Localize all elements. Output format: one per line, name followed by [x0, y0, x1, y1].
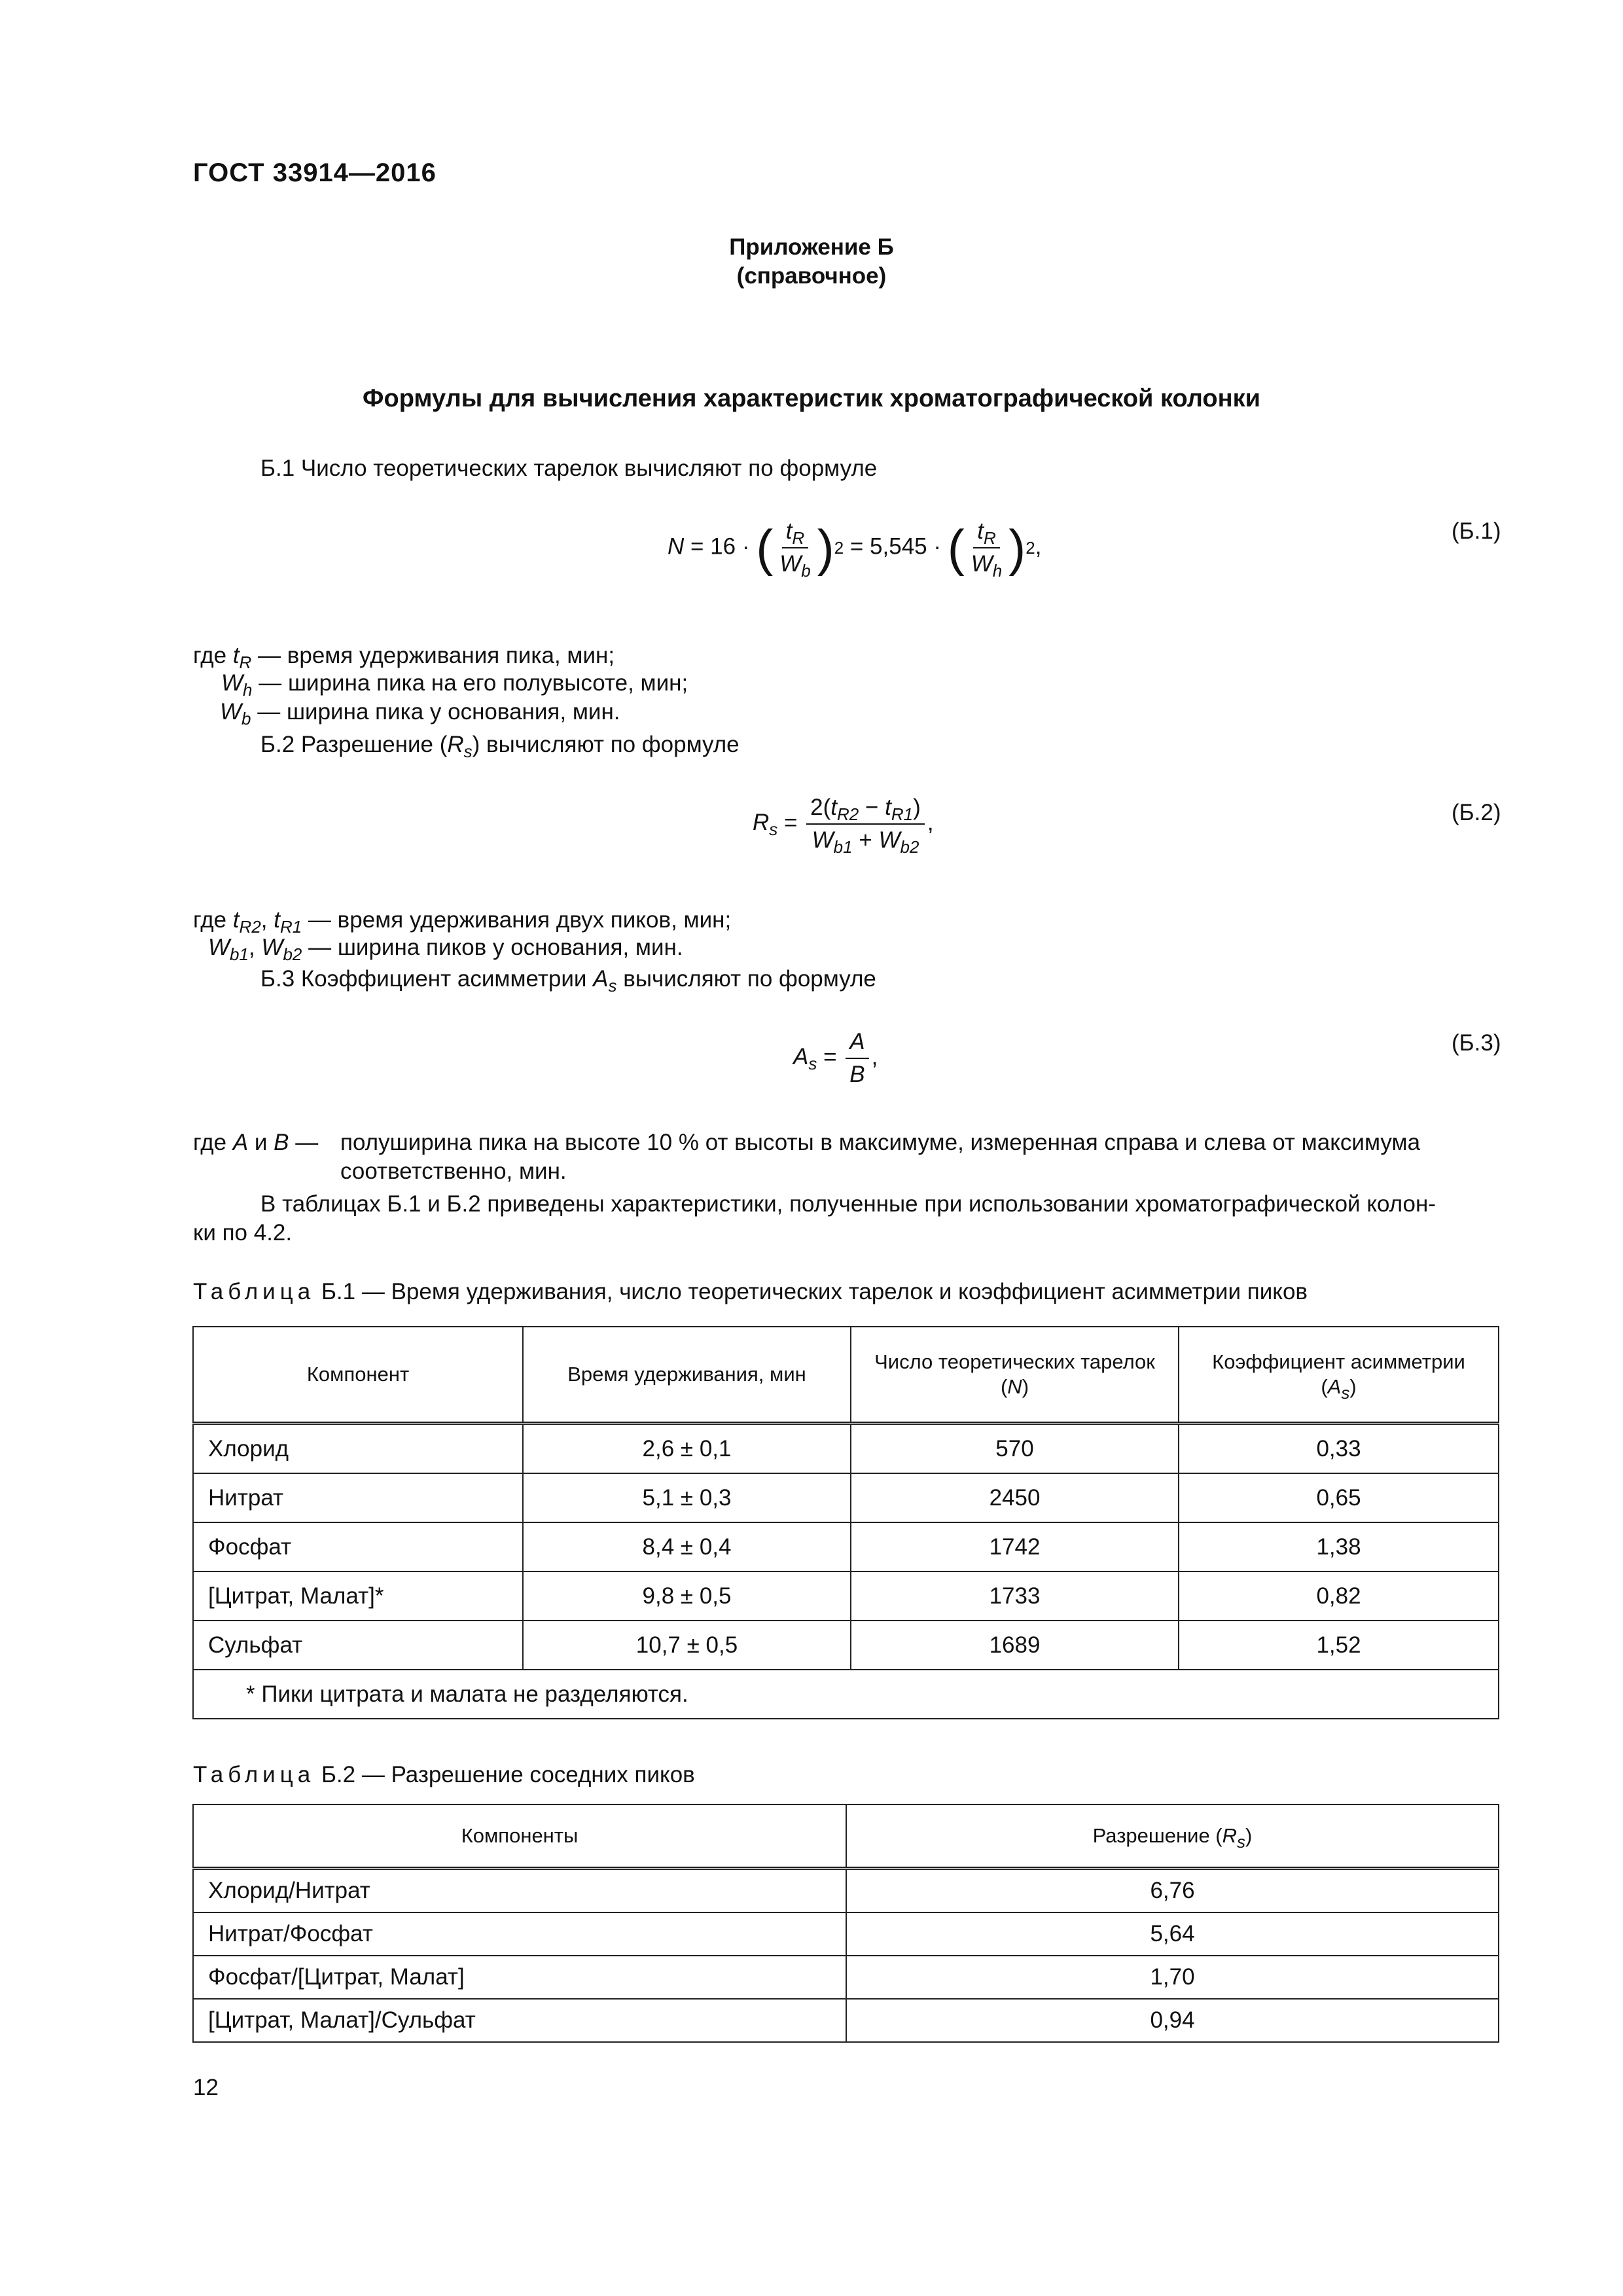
table-cell: 0,94: [846, 1999, 1499, 2042]
table-cell: 0,65: [1179, 1473, 1499, 1522]
eq-number-b3: (Б.3): [1452, 1030, 1501, 1056]
table-cell: 1742: [851, 1522, 1179, 1571]
table1-header-plates: Число теоретических тарелок (N): [851, 1327, 1179, 1424]
table-row: [193, 1621, 1499, 1670]
formula-b3: $A_s$ = $\frac{A}{B}$ ,: [793, 1029, 878, 1087]
table-cell: Хлорид/Нитрат: [193, 1869, 846, 1913]
table-cell: 0,33: [1179, 1424, 1499, 1474]
table-row: [193, 1424, 1499, 1474]
table-cell: [Цитрат, Малат]/Сульфат: [193, 1999, 846, 2042]
table2-caption-text: Разрешение соседних пиков: [391, 1762, 695, 1787]
table-row: [193, 1912, 1499, 1956]
table-cell: 5,1 ± 0,3: [523, 1473, 851, 1522]
appendix-subtitle: (справочное): [736, 263, 887, 289]
table-row: [193, 1571, 1499, 1621]
b2-where-1: где $t_{R2}$, $t_{R1}$ — время удерживания двух пиков, мин;: [193, 907, 732, 937]
page-number: 12: [193, 2075, 219, 2100]
table1-footnote-row: [193, 1670, 1499, 1719]
b1-where-1: где $t_R$ — время удерживания пика, мин;: [193, 643, 615, 672]
table-cell: Нитрат/Фосфат: [193, 1912, 846, 1956]
table-cell: Нитрат: [193, 1473, 523, 1522]
table-cell: 2450: [851, 1473, 1179, 1522]
table-cell: 5,64: [846, 1912, 1499, 1956]
table1-caption: Таблица Б.1 — Время удерживания, число теоретических тарелок и коэффициент асимметрии пиков: [193, 1279, 1308, 1304]
table1-header-component: Компонент: [193, 1327, 523, 1424]
b3-where-symbol: где A и B —: [193, 1130, 319, 1155]
table-cell: Сульфат: [193, 1621, 523, 1670]
table1-footnote: * Пики цитрата и малата не разделяются.: [193, 1670, 1499, 1719]
b1-intro: Б.1 Число теоретических тарелок вычисляют по формуле: [260, 456, 878, 481]
table-row: [193, 1956, 1499, 1999]
table-cell: 8,4 ± 0,4: [523, 1522, 851, 1571]
b3-intro: Б.3 Коэффициент асимметрии $A_s$ вычисляют по формуле: [260, 966, 876, 996]
table-cell: 570: [851, 1424, 1179, 1474]
table-cell: 2,6 ± 0,1: [523, 1424, 851, 1474]
table-b2: [192, 1804, 1499, 2043]
table-cell: 1689: [851, 1621, 1179, 1670]
table-cell: 1,38: [1179, 1522, 1499, 1571]
table-cell: 6,76: [846, 1869, 1499, 1913]
standard-header: ГОСТ 33914—2016: [193, 158, 437, 187]
table-cell: Хлорид: [193, 1424, 523, 1474]
table2-header-components: Компоненты: [193, 1804, 846, 1869]
table-cell: 1733: [851, 1571, 1179, 1621]
table2-header-resolution: Разрешение $(R_s)$: [846, 1804, 1499, 1869]
table-cell: Фосфат: [193, 1522, 523, 1571]
table-cell: 1,52: [1179, 1621, 1499, 1670]
formula-b1: N = 16 · ( $\frac{t_R}{W_b}$ ) 2 = 5,545 · ( $\frac{t_R}{W_h}$ ) 2 ,: [668, 518, 1042, 581]
table-row: [193, 1869, 1499, 1913]
table2-caption: Таблица Б.2 — Разрешение соседних пиков: [193, 1762, 695, 1787]
section-title: Формулы для вычисления характеристик хроматографической колонки: [363, 385, 1260, 412]
table1-caption-text: Время удерживания, число теоретических тарелок и коэффициент асимметрии пиков: [391, 1279, 1308, 1304]
appendix-title: Приложение Б: [729, 234, 894, 260]
b2-where-2: $W_{b1}$, $W_{b2}$ — ширина пиков у основания, мин.: [208, 935, 683, 964]
b3-where-text-1: полуширина пика на высоте 10 % от высоты в максимуме, измеренная справа и слева от максимума: [340, 1130, 1421, 1155]
table-cell: Фосфат/[Цитрат, Малат]: [193, 1956, 846, 1999]
formula-b2: $R_s$ = $\frac{2(t_{R2} - t_{R1})}{W_{b1} + W_{b2}}$ ,: [753, 795, 934, 857]
table-cell: 9,8 ± 0,5: [523, 1571, 851, 1621]
b2-intro: Б.2 Разрешение $(R_s)$ вычисляют по формуле: [260, 732, 740, 761]
table-cell: 10,7 ± 0,5: [523, 1621, 851, 1670]
eq-number-b1: (Б.1): [1452, 518, 1501, 544]
tables-note-2: ки по 4.2.: [193, 1220, 293, 1246]
table-row: [193, 1473, 1499, 1522]
tables-note-1: В таблицах Б.1 и Б.2 приведены характеристики, полученные при использовании хроматографической колон-: [260, 1191, 1436, 1217]
table1-header-retention: Время удерживания, мин: [523, 1327, 851, 1424]
table-cell: 0,82: [1179, 1571, 1499, 1621]
table-cell: 1,70: [846, 1956, 1499, 1999]
table-b1: [192, 1326, 1499, 1719]
table-row: [193, 1522, 1499, 1571]
b1-where-3: $W_b$ — ширина пика у основания, мин.: [220, 699, 620, 728]
b1-where-2: $W_h$ — ширина пика на его полувысоте, мин;: [221, 670, 688, 700]
eq-number-b2: (Б.2): [1452, 800, 1501, 825]
table1-header-asymmetry: Коэффициент асимметрии $(A_s)$: [1179, 1327, 1499, 1424]
table-cell: [Цитрат, Малат]*: [193, 1571, 523, 1621]
table-row: [193, 1999, 1499, 2042]
b3-where-text-2: соответственно, мин.: [340, 1158, 567, 1184]
